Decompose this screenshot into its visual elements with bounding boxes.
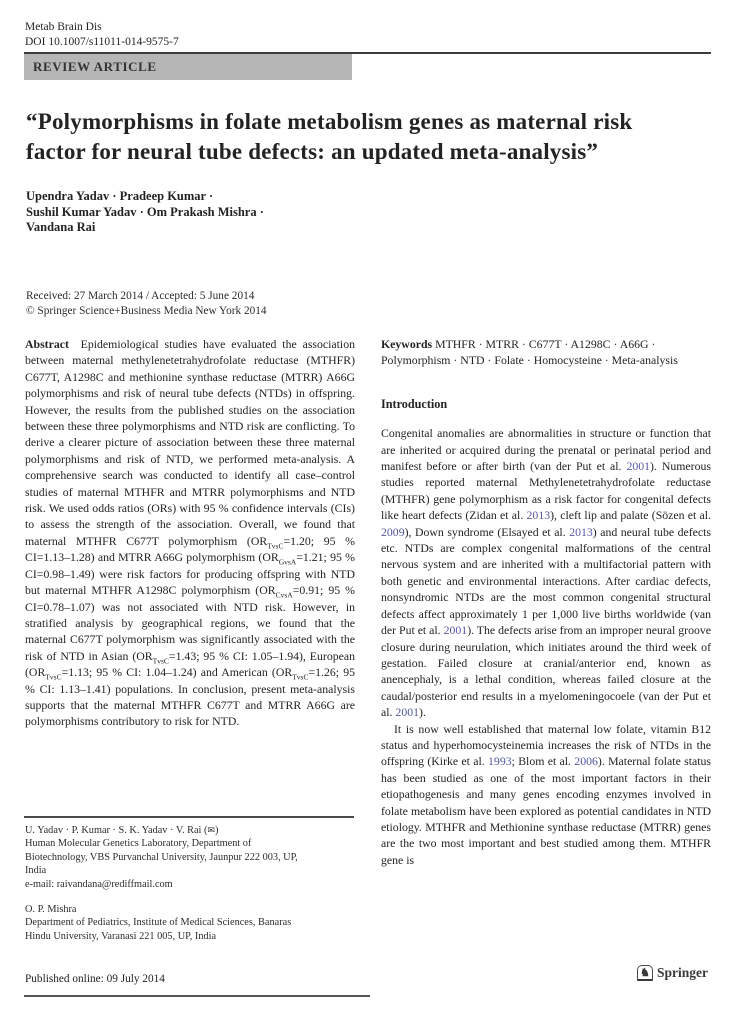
article-type-banner: REVIEW ARTICLE xyxy=(24,54,352,80)
abstract-label: Abstract xyxy=(25,337,69,351)
affiliation-line: India xyxy=(25,865,47,877)
subscript: GvsA xyxy=(278,557,297,567)
affiliation-names-text: U. Yadav · P. Kumar · S. K. Yadav · V. Rai ( xyxy=(25,825,208,836)
subscript: TvsC xyxy=(45,672,62,682)
citation-year-link[interactable]: 2001 xyxy=(395,705,420,720)
citation-year-link[interactable]: 2001 xyxy=(443,623,468,638)
keywords-paragraph xyxy=(381,336,711,369)
abstract-text: Epidemiological studies have evaluated the association between maternal methylenetetrahydrofolate reductase (MTHFR) C677T, A1298C and methionine synthase reductase (MTRR) A66G polymorphisms and risk of neural tube defects (NTDs) in offspring. However, the results from the published studies on the association between these three polymorphisms and NTD risk are conflicting. To derive a clearer picture of association between these three maternal polymorphisms and risk of NTD, we performed meta-analysis. A comprehensive search was conducted to identify all case–control studies of maternal MTHFR and MTRR polymorphisms and NTD risk. We used odds ratios (ORs) with 95 % confidence intervals (CIs) to assess the strength of the association. Overall, we found that maternal MTHFR C677T polymorphism ($OR_{TvsC}=1.20$; 95 % CI=1.13–1.28) and MTRR A66G polymorphism ($OR_{GvsA}=1.21$; 95 % CI=0.98–1.49) were risk factors for producing offspring with NTD but maternal MTHFR A1298C polymorphism ($OR_{CvsA}=0.91$; 95 % CI=0.78–1.07) was not associated with NTD risk. However, in stratified analysis by geographical regions, we found that the maternal C677T polymorphism was significantly associated with the risk of NTD in Asian ($OR_{TvsC}=1.43$; 95 % CI: 1.05–1.94), European ($OR_{TvsC}=1.13$; 95 % CI: 1.04–1.24) and American ($OR_{TvsC}=1.26$; 95 % CI: 1.13–1.41) populations. In conclusion, present meta-analysis supports that the maternal MTHFR C677T and MTRR A66G are polymorphisms contributory to risk for NTD. xyxy=(25,337,355,729)
introduction-paragraph-1: Congenital anomalies are abnormalities in structure or function that are inherited or acquired during the prenatal or perinatal period and manifest before or after birth (van der Put et al. 2001). Numerous studies reported maternal Methylenetetrahydrofolate reductase (MTHFR) gene polymorphism as a risk factor for congenital defects like heart defects (Zidan et al. 2013), cleft lip and palate (Sözen et al. 2009), Down syndrome (Elsayed et al. 2013) and neural tube defects etc. NTDs are complex congenital malformations of the central nervous system and are inherited with a multifactorial pattern with both genetic and environmental interactions. After cardiac defects, nonsyndromic NTDs are the most common congenital structural defects affect approximately 1 per 1,000 live births worldwide (van der Put et al. 2001). The defects arise from an improper neural groove closure during neurulation, which initiates around the third week of gestation. Failed closure at cranial/anterior end, known as anencephaly, is a lethal condition, whereas failed closure at the caudal/posterior end results in a myelomeningocoele (van der Put et al. 2001). xyxy=(381,426,712,720)
affiliation-rule xyxy=(24,816,354,818)
subscript: TvsC xyxy=(267,541,284,551)
introduction-paragraph-2: It is now well established that maternal low folate, vitamin B12 status and hyperhomocysteinemia increases the risk of NTDs in the offspring (Kirke et al. 1993; Blom et al. 2006). Maternal folate status has been studied as one of the most important factors in their etiopathogenesis and many genes encoding enzymes involved in folate metabolism have been explored as potential candidates in NTD etiology. MTHFR and Methionine synthase reductase (MTRR) genes are the two most important and best studied among them. MTHFR gene is xyxy=(381,721,711,867)
introduction-heading: Introduction xyxy=(381,396,448,411)
journal-header xyxy=(25,20,179,50)
citation-year-link[interactable]: 1993 xyxy=(488,754,512,769)
second-affiliation xyxy=(25,903,359,943)
copyright-line: © Springer Science+Business Media New York 2014 xyxy=(26,305,267,317)
article-title: “Polymorphisms in folate metabolism genes as maternal risk factor for neural tube defects: an updated meta-analysis” xyxy=(26,109,633,164)
dates-block xyxy=(26,289,267,319)
corresponding-affiliation xyxy=(25,824,359,891)
citation-year-link[interactable]: 2006 xyxy=(574,754,598,769)
publisher-name: Springer xyxy=(656,965,708,980)
citation-year-link[interactable]: 2013 xyxy=(569,524,593,539)
received-accepted: Received: 27 March 2014 / Accepted: 5 June 2014 xyxy=(26,290,255,302)
doi: DOI 10.1007/s11011-014-9575-7 xyxy=(25,36,179,48)
author-list xyxy=(26,189,264,236)
citation-year-link[interactable]: 2013 xyxy=(526,508,551,523)
subscript: TvsC xyxy=(292,672,309,682)
footer-rule xyxy=(24,995,370,997)
affiliation-line: Biotechnology, VBS Purvanchal University, Jaunpur 222 003, UP, xyxy=(25,851,298,863)
author-line: Upendra Yadav · Pradeep Kumar · xyxy=(26,189,214,203)
journal-name: Metab Brain Dis xyxy=(25,21,102,33)
author-line: Vandana Rai xyxy=(26,220,96,235)
two-column-body xyxy=(25,336,711,868)
citation-year-link[interactable]: 2001 xyxy=(626,459,651,474)
affiliation-line: Human Molecular Genetics Laboratory, Department of xyxy=(25,838,252,850)
affiliation-names xyxy=(25,824,359,837)
affiliation-line: O. P. Mishra xyxy=(25,904,77,915)
author-email[interactable]: e-mail: raivandana@rediffmail.com xyxy=(25,878,173,890)
subscript: CvsA xyxy=(275,590,293,600)
envelope-icon: ✉ xyxy=(207,825,215,835)
author-line: Sushil Kumar Yadav · Om Prakash Mishra · xyxy=(26,204,264,219)
citation-year-link[interactable]: 2009 xyxy=(381,524,405,539)
springer-horse-icon: ♞ xyxy=(637,965,653,981)
keywords-text: MTHFR · MTRR · C677T · A1298C · A66G · Polymorphism · NTD · Folate · Homocysteine · Meta-analysis xyxy=(381,337,678,368)
keywords-label: Keywords xyxy=(381,337,433,351)
affiliation-names-close: ) xyxy=(214,825,219,836)
publisher-logo xyxy=(637,965,708,981)
right-column xyxy=(381,336,711,868)
left-column xyxy=(25,336,355,868)
affiliation-line: Department of Pediatrics, Institute of Medical Sciences, Banaras xyxy=(25,917,292,929)
subscript: TvsC xyxy=(152,656,169,666)
affiliation-line: Hindu University, Varanasi 221 005, UP, India xyxy=(25,930,217,942)
abstract-paragraph xyxy=(25,336,355,730)
published-online: Published online: 09 July 2014 xyxy=(25,973,165,985)
